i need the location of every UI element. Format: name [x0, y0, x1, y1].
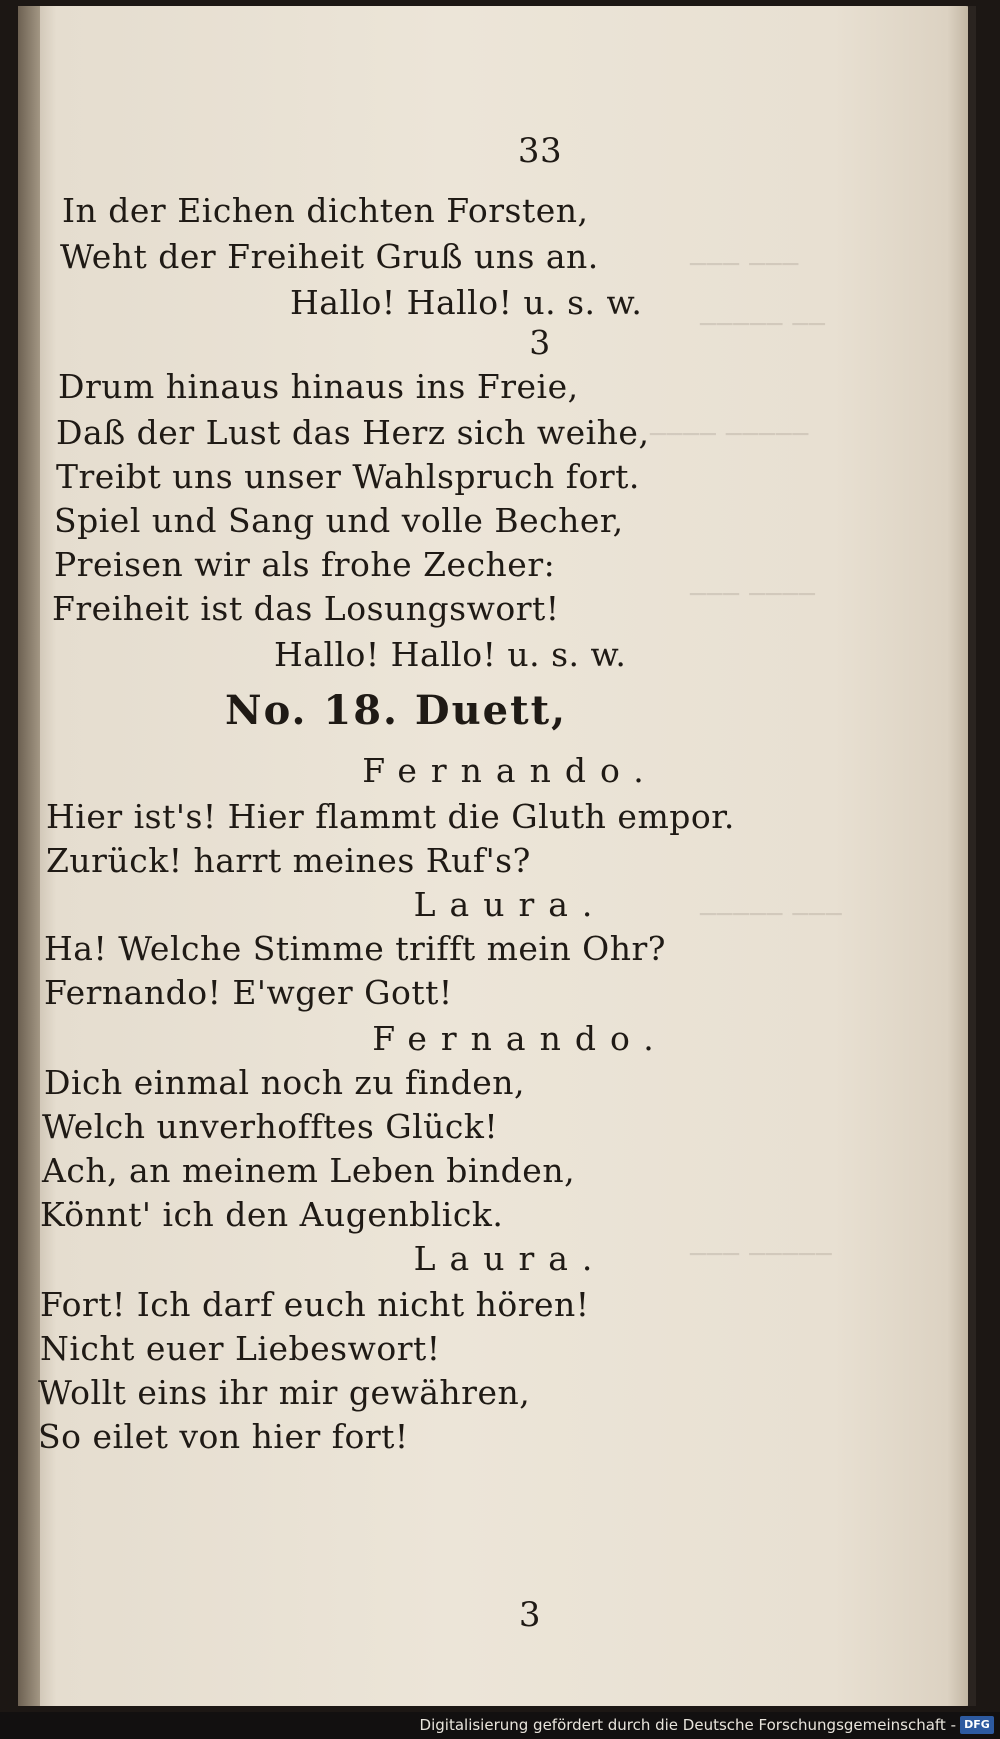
footer-credit: Digitalisierung gefördert durch die Deutsche Forschungsgemeinschaft - — [419, 1716, 956, 1734]
dialogue-line: Nicht euer Liebeswort! — [40, 1329, 441, 1368]
page-number: 33 — [517, 131, 563, 171]
dialogue-line: Hier ist's! Hier flammt die Gluth empor. — [46, 797, 735, 836]
stanza-number: 3 — [529, 323, 551, 362]
verse-line: Treibt uns unser Wahlspruch fort. — [56, 457, 640, 496]
speaker-name: Fernando. — [372, 1019, 668, 1058]
verse-line: In der Eichen dichten Forsten, — [62, 191, 589, 230]
refrain-line: Hallo! Hallo! u. s. w. — [290, 283, 643, 322]
show-through-text: ───── ─── — [700, 900, 843, 930]
dialogue-line: Ach, an meinem Leben binden, — [42, 1151, 576, 1190]
verse-line: Drum hinaus hinaus ins Freie, — [58, 367, 579, 406]
dialogue-line: Zurück! harrt meines Ruf's? — [46, 841, 531, 880]
verse-line: Weht der Freiheit Gruß uns an. — [60, 237, 599, 276]
show-through-text: ──── ───── — [650, 420, 810, 450]
footer-bar — [0, 1712, 1000, 1739]
speaker-name: Laura. — [413, 1239, 607, 1278]
show-through-text: ─── ───── — [690, 1240, 833, 1270]
signature-mark: 3 — [518, 1595, 542, 1635]
dialogue-line: Könnt' ich den Augenblick. — [40, 1195, 504, 1234]
show-through-text: ─── ─── — [690, 250, 800, 280]
dialogue-line: So eilet von hier fort! — [38, 1417, 409, 1456]
show-through-text: ─── ──── — [690, 580, 816, 610]
dialogue-line: Dich einmal noch zu finden, — [44, 1063, 525, 1102]
dialogue-line: Welch unverhofftes Glück! — [42, 1107, 499, 1146]
speaker-name: Fernando. — [362, 751, 658, 790]
dialogue-line: Ha! Welche Stimme trifft mein Ohr? — [44, 929, 666, 968]
speaker-name: Laura. — [413, 885, 607, 924]
dfg-logo: DFG — [960, 1716, 994, 1734]
verse-line: Spiel und Sang und volle Becher, — [54, 501, 624, 540]
section-heading: No. 18. Duett, — [225, 687, 568, 734]
verse-line: Daß der Lust das Herz sich weihe, — [56, 413, 650, 452]
show-through-text: ───── ── — [700, 310, 826, 340]
refrain-line: Hallo! Hallo! u. s. w. — [274, 635, 627, 674]
dialogue-line: Wollt eins ihr mir gewähren, — [38, 1373, 531, 1412]
verse-line: Preisen wir als frohe Zecher: — [54, 545, 556, 584]
dialogue-line: Fernando! E'wger Gott! — [44, 973, 453, 1012]
dialogue-line: Fort! Ich darf euch nicht hören! — [40, 1285, 590, 1324]
page-binding — [18, 6, 40, 1706]
verse-line: Freiheit ist das Losungswort! — [52, 589, 560, 628]
